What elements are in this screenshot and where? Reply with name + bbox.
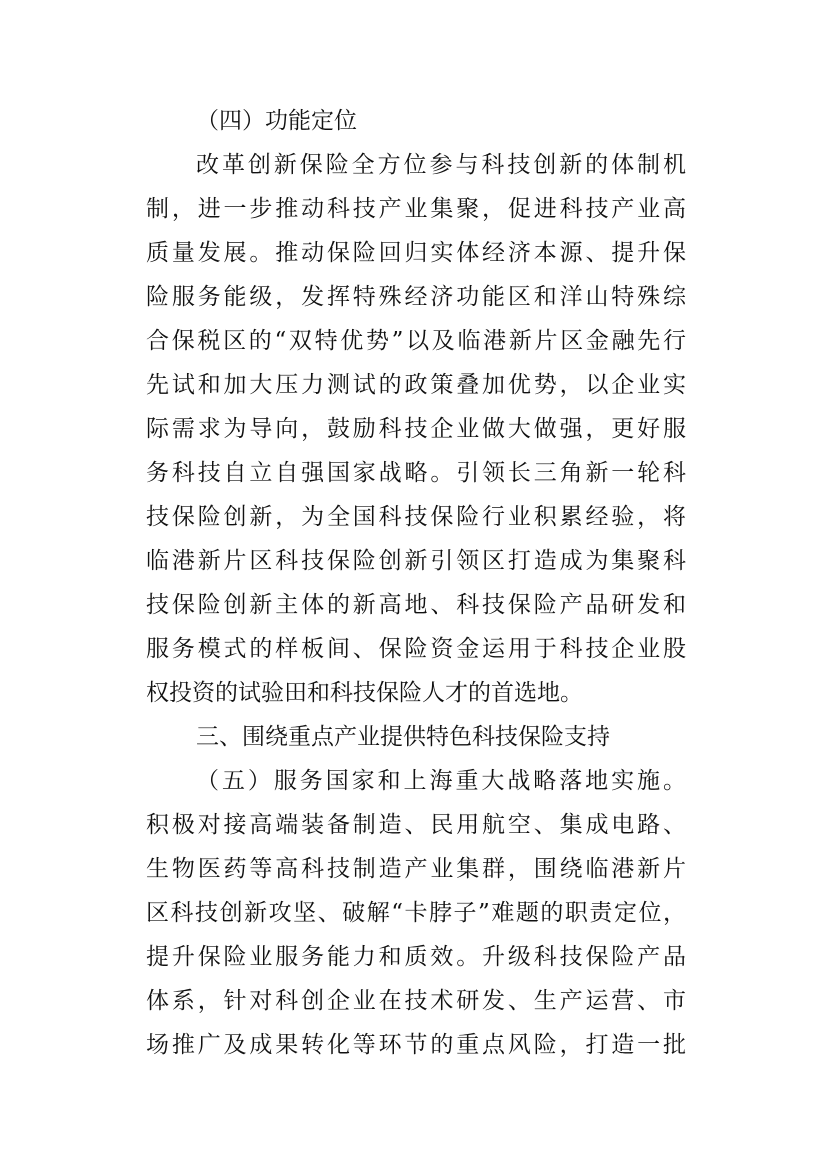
paragraph-line: 际需求为导向，鼓励科技企业做大做强，更好服 [146,416,686,442]
paragraph-line: （五）服务国家和上海重大战略落地实施。 [196,768,686,794]
paragraph-line: 临港新片区科技保险创新引领区打造成为集聚科 [146,548,686,574]
paragraph-line: 改革创新保险全方位参与科技创新的体制机 [196,152,686,178]
paragraph-line: 提升保险业服务能力和质效。升级科技保险产品 [146,944,686,970]
section-heading-functional-positioning: （四）功能定位 [196,108,357,134]
paragraph-line: 先试和加大压力测试的政策叠加优势，以企业实 [146,372,686,398]
paragraph-line: 技保险创新，为全国科技保险行业积累经验，将 [146,504,686,530]
paragraph-line: 制，进一步推动科技产业集聚，促进科技产业高 [146,196,686,222]
paragraph-line: 质量发展。推动保险回归实体经济本源、提升保 [146,240,686,266]
paragraph-line: 险服务能级，发挥特殊经济功能区和洋山特殊综 [146,284,686,310]
paragraph-line: 体系，针对科创企业在技术研发、生产运营、市 [146,988,686,1014]
paragraph-line: 务科技自立自强国家战略。引领长三角新一轮科 [146,460,686,486]
paragraph-line: 区科技创新攻坚、破解“卡脖子”难题的职责定位， [146,900,686,926]
paragraph-line: 合保税区的“双特优势”以及临港新片区金融先行 [146,328,686,354]
paragraph-line: 积极对接高端装备制造、民用航空、集成电路、 [146,812,686,838]
paragraph-line: 技保险创新主体的新高地、科技保险产品研发和 [146,592,686,618]
paragraph-line: 生物医药等高科技制造产业集群，围绕临港新片 [146,856,686,882]
paragraph-line: 场推广及成果转化等环节的重点风险，打造一批 [146,1032,686,1058]
paragraph-line: 权投资的试验田和科技保险人才的首选地。 [146,680,583,706]
section-heading-key-industries: 三、围绕重点产业提供特色科技保险支持 [196,724,610,750]
paragraph-line: 服务模式的样板间、保险资金运用于科技企业股 [146,636,686,662]
